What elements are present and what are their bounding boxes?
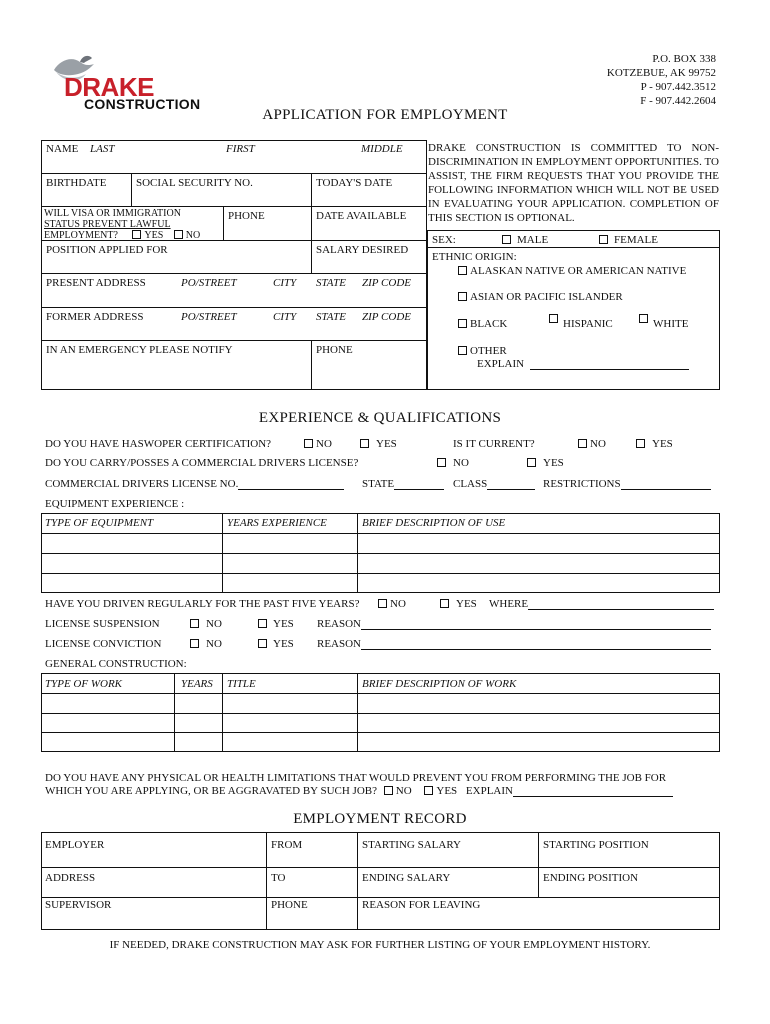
haswoper-no-label: NO [316,438,332,450]
logo-subtitle: CONSTRUCTION [84,96,201,112]
salary-label: SALARY DESIRED [316,244,409,256]
present-street-label: PO/STREET [181,277,237,289]
first-name-label: FIRST [226,143,255,155]
cdl-no-option[interactable] [437,457,469,469]
present-city-label: CITY [273,277,297,289]
employment-record-heading: EMPLOYMENT RECORD [293,811,467,827]
general-construction-label: GENERAL CONSTRUCTION: [45,658,187,670]
former-address-label: FORMER ADDRESS [46,311,144,323]
visa-no-checkbox[interactable] [174,230,183,239]
asian-option[interactable] [458,291,623,303]
other-label: OTHER [470,345,507,357]
white-option[interactable] [639,313,651,325]
conviction-yes-option[interactable] [258,638,294,650]
where-label: WHERE [489,598,529,610]
health-question-row [45,785,673,797]
page-title: APPLICATION FOR EMPLOYMENT [262,107,508,123]
suspension-yes-option[interactable] [258,618,294,630]
supervisor-label: SUPERVISOR [45,899,112,911]
ending-salary-label: ENDING SALARY [362,872,451,884]
ending-position-label: ENDING POSITION [543,872,639,884]
cdl-no-label: NO [453,457,469,469]
female-checkbox[interactable] [599,235,608,244]
address-line: KOTZEBUE, AK 99752 [606,67,716,79]
haswoper-yes-label: YES [376,438,397,450]
conviction-reason-label: REASON [317,638,362,650]
current-yes-option[interactable] [636,438,673,450]
alaskan-option[interactable] [458,265,686,277]
white-label: WHITE [653,318,689,330]
suspension-no-label: NO [206,618,222,630]
address-line: P.O. BOX 338 [652,53,716,65]
health-no-checkbox[interactable] [384,786,393,795]
explain-label: EXPLAIN [477,358,525,370]
driven-question: HAVE YOU DRIVEN REGULARLY FOR THE PAST FIVE YEARS? [45,598,360,610]
present-state-label: STATE [316,277,346,289]
cdl-restrictions-label: RESTRICTIONS [543,478,621,490]
where-field[interactable] [528,599,714,610]
visa-yes-checkbox[interactable] [132,230,141,239]
alaskan-checkbox[interactable] [458,266,467,275]
general-col-type: TYPE OF WORK [45,678,122,690]
conviction-reason-row [317,638,711,650]
equipment-col-type: TYPE OF EQUIPMENT [45,517,154,529]
hispanic-label: HISPANIC [563,318,613,330]
cdl-number-field[interactable] [238,479,344,490]
hispanic-option[interactable] [549,313,561,325]
conviction-no-checkbox[interactable] [190,639,199,648]
driven-yes-checkbox[interactable] [440,599,449,608]
black-option[interactable] [458,318,507,330]
current-yes-label: YES [652,438,673,450]
general-col-description: BRIEF DESCRIPTION OF WORK [362,678,517,690]
cdl-question: DO YOU CARRY/POSSES A COMMERCIAL DRIVERS LICENSE? [45,457,359,469]
starting-salary-label: STARTING SALARY [362,839,461,851]
present-zip-label: ZIP CODE [362,277,411,289]
equipment-label: EQUIPMENT EXPERIENCE : [45,498,185,510]
suspension-reason-label: REASON [317,618,362,630]
haswoper-yes-checkbox[interactable] [360,439,369,448]
visa-line: EMPLOYMENT? [44,230,118,241]
employer-label: EMPLOYER [45,839,105,851]
black-checkbox[interactable] [458,319,467,328]
driven-no-option[interactable] [378,598,406,610]
former-zip-label: ZIP CODE [362,311,411,323]
visa-options [44,230,200,241]
ssn-label: SOCIAL SECURITY NO. [136,177,253,189]
suspension-label: LICENSE SUSPENSION [45,618,160,630]
visa-no-label: NO [185,230,201,241]
current-no-label: NO [590,438,606,450]
eeo-statement: DRAKE CONSTRUCTION IS COMMITTED TO NON-DISCRIMINATION IN EMPLOYMENT OPPORTUNITIES. TO ASSIST, THE FIRM REQUESTS THAT YOU PROVIDE THE FOLLOWING INFORMATION WHICH WILL NOT BE USED IN EVALUATING YOUR APPLICATION. COMPLETION OF THIS SECTION IS OPTIONAL. [428,142,719,224]
date-available-label: DATE AVAILABLE [316,210,407,222]
from-label: FROM [271,839,303,851]
health-explain-field[interactable] [513,786,673,797]
sex-label: SEX: [432,234,456,246]
driven-no-label: NO [390,598,406,610]
logo-word: DRAKE [64,72,154,102]
footer-note: IF NEEDED, DRAKE CONSTRUCTION MAY ASK FOR FURTHER LISTING OF YOUR EMPLOYMENT HISTORY. [109,939,651,951]
haswoper-yes-option[interactable] [360,438,397,450]
driven-where-row [489,598,714,610]
company-logo [50,52,230,112]
visa-line: STATUS PREVENT LAWFUL [44,219,171,230]
reason-leaving-label: REASON FOR LEAVING [362,899,481,911]
haswoper-question: DO YOU HAVE HASWOPER CERTIFICATION? [45,438,272,450]
name-label: NAME [46,143,79,155]
cdl-state-row [362,478,444,490]
general-col-title: TITLE [227,678,256,690]
middle-name-label: MIDDLE [361,143,403,155]
suspension-reason-row [317,618,711,630]
former-city-label: CITY [273,311,297,323]
starting-position-label: STARTING POSITION [543,839,649,851]
ethnic-origin-label: ETHNIC ORIGIN: [432,251,517,263]
cdl-class-field[interactable] [487,479,535,490]
asian-checkbox[interactable] [458,292,467,301]
health-question-line1: DO YOU HAVE ANY PHYSICAL OR HEALTH LIMITATIONS THAT WOULD PREVENT YOU FROM PERFORMING THE JOB FOR [45,772,667,784]
record-phone-label: PHONE [271,899,308,911]
birthdate-label: BIRTHDATE [46,177,107,189]
conviction-yes-label: YES [273,638,294,650]
asian-label: ASIAN OR PACIFIC ISLANDER [470,291,623,303]
cdl-number-row [45,478,344,490]
black-label: BLACK [470,318,508,330]
other-option[interactable] [458,345,507,357]
cdl-yes-checkbox[interactable] [527,458,536,467]
emergency-label: IN AN EMERGENCY PLEASE NOTIFY [46,344,233,356]
female-label: FEMALE [614,234,658,246]
to-label: TO [271,872,286,884]
explain-line[interactable] [530,369,689,370]
present-address-label: PRESENT ADDRESS [46,277,146,289]
visa-line: WILL VISA OR IMMIGRATION [44,208,181,219]
white-checkbox[interactable] [639,314,648,323]
health-yes-checkbox[interactable] [424,786,433,795]
other-checkbox[interactable] [458,346,467,355]
male-checkbox[interactable] [502,235,511,244]
cdl-yes-option[interactable] [527,457,564,469]
haswoper-no-checkbox[interactable] [304,439,313,448]
cdl-state-field[interactable] [394,479,444,490]
sex-male-option[interactable] [502,234,548,246]
health-explain-label: EXPLAIN [465,785,513,797]
conviction-no-option[interactable] [190,638,222,650]
general-col-years: YEARS [181,678,213,690]
equipment-col-description: BRIEF DESCRIPTION OF USE [362,517,506,529]
cdl-no-checkbox[interactable] [437,458,446,467]
current-no-option[interactable] [578,438,606,450]
suspension-yes-label: YES [273,618,294,630]
driven-yes-label: YES [456,598,477,610]
conviction-reason-field[interactable] [361,639,711,650]
cdl-restrictions-row [543,478,711,490]
health-no-label: NO [395,785,412,797]
sex-female-option[interactable] [599,234,658,246]
former-street-label: PO/STREET [181,311,237,323]
cdl-state-label: STATE [362,478,395,490]
cdl-yes-label: YES [543,457,564,469]
phone-label: PHONE [228,210,265,222]
equipment-col-years: YEARS EXPERIENCE [227,517,327,529]
todays-date-label: TODAY'S DATE [316,177,393,189]
haswoper-no-option[interactable] [304,438,332,450]
conviction-no-label: NO [206,638,222,650]
conviction-label: LICENSE CONVICTION [45,638,162,650]
company-address [607,52,716,108]
suspension-yes-checkbox[interactable] [258,619,267,628]
address-label: ADDRESS [45,872,96,884]
conviction-yes-checkbox[interactable] [258,639,267,648]
cdl-restrictions-field[interactable] [621,479,711,490]
emergency-phone-label: PHONE [316,344,353,356]
former-state-label: STATE [316,311,346,323]
experience-heading: EXPERIENCE & QUALIFICATIONS [258,410,502,426]
current-yes-checkbox[interactable] [636,439,645,448]
is-current-question: IS IT CURRENT? [453,438,535,450]
fax-line: F - 907.442.2604 [640,95,716,107]
cdl-class-row [453,478,535,490]
suspension-reason-field[interactable] [361,619,711,630]
driven-no-checkbox[interactable] [378,599,387,608]
cdl-class-label: CLASS [453,478,488,490]
visa-question [44,208,200,241]
suspension-no-option[interactable] [190,618,222,630]
suspension-no-checkbox[interactable] [190,619,199,628]
male-label: MALE [517,234,549,246]
visa-yes-label: YES [144,230,164,241]
hispanic-checkbox[interactable] [549,314,558,323]
phone-line: P - 907.442.3512 [640,81,716,93]
last-name-label: LAST [90,143,115,155]
cdl-number-label: COMMERCIAL DRIVERS LICENSE NO. [45,478,239,490]
position-label: POSITION APPLIED FOR [46,244,168,256]
alaskan-label: ALASKAN NATIVE OR AMERICAN NATIVE [470,265,687,277]
driven-yes-option[interactable] [440,598,477,610]
health-yes-label: YES [436,785,458,797]
current-no-checkbox[interactable] [578,439,587,448]
health-question-line2: WHICH YOU ARE APPLYING, OR BE AGGRAVATED BY SUCH JOB? [45,785,377,797]
